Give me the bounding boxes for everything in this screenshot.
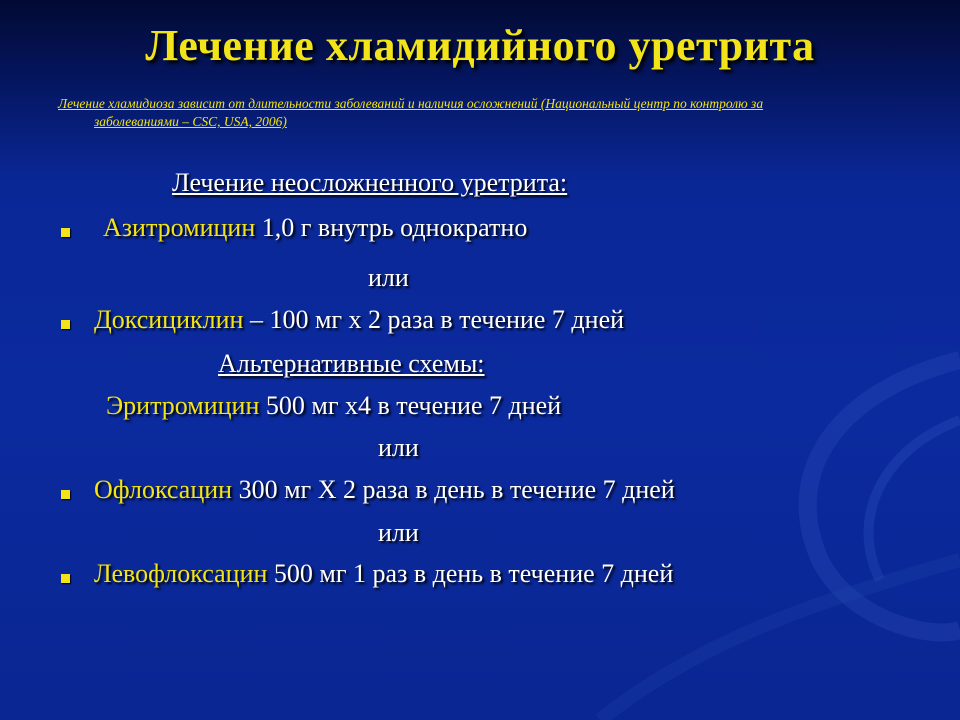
source-note-line2: заболеваниями – CSC, USA, 2006): [94, 114, 287, 129]
drug-dose: 500 мг 1 раз в день в течение 7 дней: [267, 559, 674, 588]
alternative-heading: Альтернативные схемы:: [218, 349, 485, 378]
bullet-icon: [61, 228, 70, 237]
or-separator: или: [378, 433, 419, 462]
slide-title: Лечение хламидийного уретрита: [145, 21, 815, 70]
uncomplicated-heading: Лечение неосложненного уретрита:: [172, 168, 568, 197]
drug-name: Офлоксацин: [94, 475, 233, 504]
regimen-item-azithromycin: [103, 213, 527, 243]
drug-name: Доксициклин: [94, 305, 244, 334]
regimen-item-ofloxacin: [94, 475, 675, 505]
drug-name: Левофлоксацин: [94, 559, 268, 588]
drug-dose: – 100 мг х 2 раза в течение 7 дней: [243, 305, 625, 334]
or-separator: или: [368, 263, 409, 292]
bullet-icon: [61, 490, 70, 499]
drug-dose: 1,0 г внутрь однократно: [255, 213, 528, 242]
regimen-item-levofloxacin: [94, 559, 673, 589]
regimen-item-erythromycin: [106, 391, 561, 421]
source-note: [58, 95, 908, 131]
or-separator: или: [378, 518, 419, 547]
bullet-icon: [61, 320, 70, 329]
drug-dose: 300 мг Х 2 раза в день в течение 7 дней: [232, 475, 675, 504]
source-note-line1: Лечение хламидиоза зависит от длительности заболеваний и наличия осложнений (Национальный центр по контролю за: [58, 96, 764, 111]
drug-name: Эритромицин: [106, 391, 260, 420]
drug-dose: 500 мг х4 в течение 7 дней: [259, 391, 562, 420]
bullet-icon: [61, 574, 70, 583]
regimen-item-doxycycline: [94, 305, 624, 335]
drug-name: Азитромицин: [103, 213, 256, 242]
